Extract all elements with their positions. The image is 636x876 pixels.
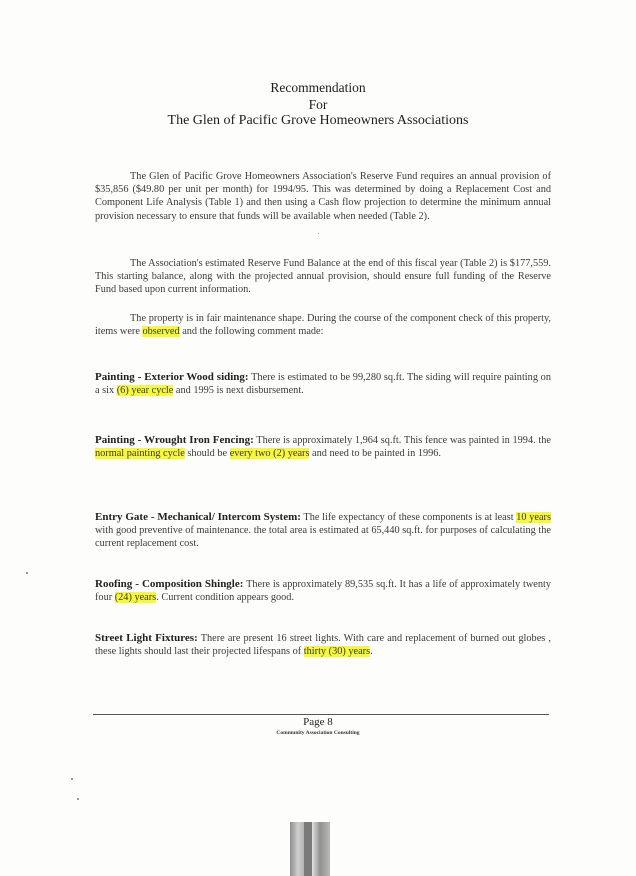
scan-speck: [26, 572, 28, 574]
paragraph-reserve-fund-text: The Glen of Pacific Grove Homeowners Association's Reserve Fund requires an annual provision of $35,856 ($49.80 per unit per month) for 1994/95. This was determined by doing a Replacement Cost and Component Life Analysis (Table 1) and then using a Cash flow projection to determine the minimum annual provision necessary to ensure that funds will be available when needed (Table 2).: [95, 171, 551, 222]
item-exterior-siding: [95, 371, 551, 397]
binder-clip-image: [290, 822, 330, 876]
scan-speck: [77, 798, 79, 800]
paragraph-fund-balance-text: The Association's estimated Reserve Fund Balance at the end of this fiscal year (Table 2) is $177,559. This starting balance, along with the projected annual provision, should ensure full funding of the Reserve Fund based upon current information.: [95, 258, 551, 296]
item-roofing-text-b: . Current condition appears good.: [156, 592, 295, 604]
paragraph-fund-balance: [95, 257, 551, 297]
item-exterior-siding-text-b: and 1995 is next disbursement.: [173, 385, 304, 397]
highlight-two-years: every two (2) years: [229, 448, 310, 460]
paragraph-reserve-fund: [95, 170, 551, 223]
doc-title-line1: Recommendation: [270, 80, 366, 95]
item-roofing: [95, 578, 551, 604]
highlight-24-years: (24) years: [114, 592, 157, 604]
highlight-ten-years: 10 years: [516, 512, 551, 523]
item-entry-gate: [95, 511, 551, 551]
doc-title-line3: The Glen of Pacific Grove Homeowners Associations: [167, 113, 469, 128]
binder-clip-notch: [304, 822, 312, 876]
paragraph-maintenance-text-a: The property is in fair maintenance shape. During the course of the component check of this property, items were: [95, 313, 551, 338]
item-iron-fencing-text-c: and need to be painted in 1996.: [309, 448, 442, 460]
item-exterior-siding-text-a: There is estimated to be 99,280 sq.ft. The siding will require painting on a six: [95, 372, 551, 397]
doc-title-line2: For: [308, 97, 328, 112]
highlight-painting-cycle: normal painting cycle: [95, 448, 185, 460]
highlight-observed: observed: [142, 326, 180, 338]
item-street-lights: [95, 632, 551, 658]
highlight-siding-cycle: (6) year cycle: [116, 385, 174, 397]
page-number: Page 8: [303, 716, 333, 728]
highlight-thirty-years: thirty (30) years: [303, 646, 371, 658]
paragraph-maintenance: [95, 312, 551, 338]
scan-speck: [318, 233, 319, 234]
item-street-lights-text-a: There are present 16 street lights. With care and replacement of burned out globes , these lights should last their projected lifespans of: [95, 633, 551, 658]
footer-rule: [93, 714, 549, 715]
item-roofing-heading: Roofing - Composition Shingle:: [95, 578, 244, 590]
item-street-lights-heading: Street Light Fixtures:: [95, 632, 198, 644]
item-iron-fencing-text-a: There is approximately 1,964 sq.ft. This fence was painted in 1994. the: [253, 435, 551, 446]
footer-company: Community Association Consulting: [276, 730, 360, 736]
scan-speck: [71, 778, 73, 780]
item-iron-fencing: [95, 434, 551, 460]
item-street-lights-text-b: .: [370, 646, 373, 658]
item-entry-gate-text-b: with good preventive of maintenance. the total area is estimated at 65,440 sq.ft. for purposes of calculating the current replacement cost.: [95, 525, 551, 550]
item-iron-fencing-text-b: should be: [184, 448, 230, 460]
item-entry-gate-heading: Entry Gate - Mechanical/ Intercom System:: [95, 511, 301, 523]
paragraph-maintenance-text-b: and the following comment made:: [179, 326, 324, 338]
item-roofing-text-a: There is approximately 89,535 sq.ft. It has a life of approximately twenty four: [95, 579, 551, 604]
item-exterior-siding-heading: Painting - Exterior Wood siding:: [95, 371, 249, 383]
item-entry-gate-text-a: The life expectancy of these components is at least: [300, 512, 517, 523]
item-iron-fencing-heading: Painting - Wrought Iron Fencing:: [95, 434, 254, 446]
